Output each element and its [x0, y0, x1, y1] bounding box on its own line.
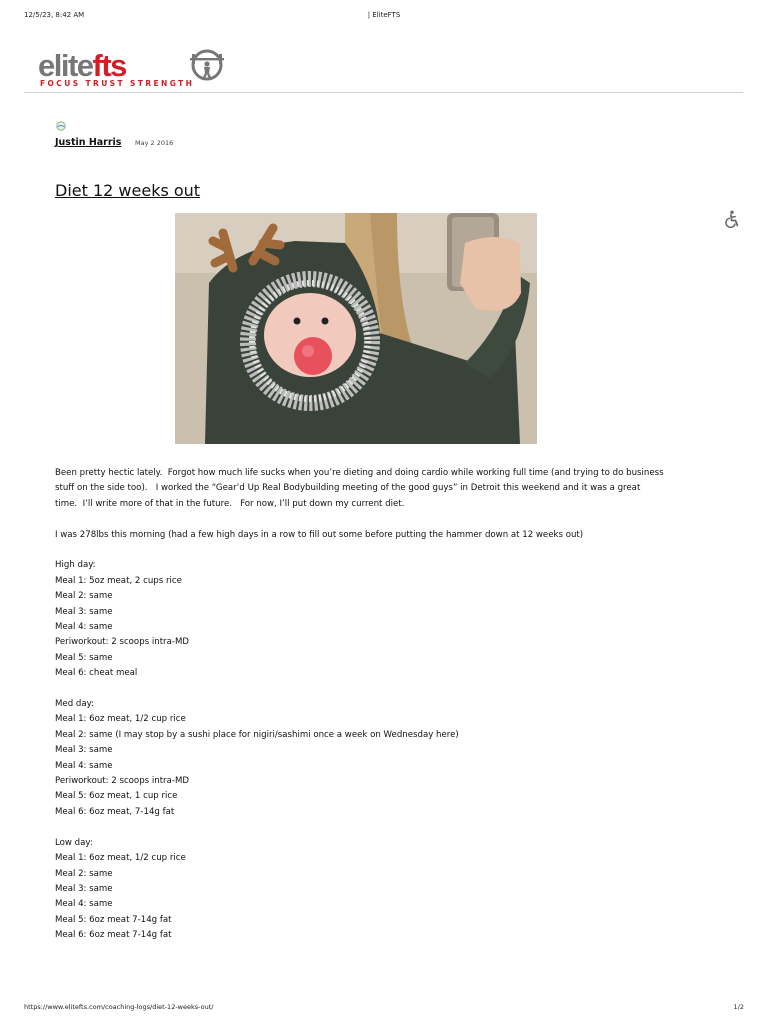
- meal-line: Meal 3: same: [55, 606, 113, 617]
- meal-line: Meal 3: same: [55, 883, 113, 894]
- meal-line: Meal 5: 6oz meat, 1 cup rice: [55, 791, 178, 802]
- meal-plan: [55, 558, 665, 943]
- meal-line: Meal 5: 6oz meat 7-14g fat: [55, 914, 172, 925]
- meal-day-group: [55, 558, 665, 681]
- meal-line: Meal 1: 6oz meat, 1/2 cup rice: [55, 853, 186, 864]
- post-body: [55, 466, 665, 959]
- meal-line: Meal 1: 5oz meat, 2 cups rice: [55, 575, 182, 586]
- reindeer-sweater-mirror-selfie: [175, 213, 537, 444]
- meal-line: Meal 1: 6oz meat, 1/2 cup rice: [55, 714, 186, 725]
- meal-line: Meal 4: same: [55, 899, 113, 910]
- logo-tagline: FOCUS TRUST STRENGTH: [40, 79, 195, 88]
- author-link[interactable]: Justin Harris: [55, 137, 122, 148]
- meal-line: Meal 4: same: [55, 622, 113, 633]
- meal-line: Meal 6: cheat meal: [55, 668, 138, 679]
- meal-day-heading: Low day:: [55, 837, 93, 848]
- meal-line: Meal 2: same (I may stop by a sushi place for nigiri/sashimi once a week on Wednesday here): [55, 729, 459, 740]
- barbell-lifter-icon: [187, 49, 227, 83]
- elitefts-logo[interactable]: [38, 48, 238, 90]
- author-avatar-icon: [56, 121, 66, 131]
- meal-line: Meal 3: same: [55, 745, 113, 756]
- post-intro-paragraph: Been pretty hectic lately. Forgot how much life sucks when you’re dieting and doing cardio while working full time (and trying to do business stuff on the side too). I worked the “Gear’d Up Real Bodybuilding meeting of the good guys” in Detroit this weekend and it was a great time. I’ll write more of that in the future. For now, I’ll put down my current diet.: [55, 468, 667, 509]
- meal-day-group: [55, 697, 665, 820]
- print-page-number: 1/2: [733, 1003, 744, 1011]
- meal-line: Meal 2: same: [55, 591, 113, 602]
- meal-day-heading: Med day:: [55, 699, 94, 710]
- meal-line: Meal 4: same: [55, 760, 113, 771]
- weight-note-paragraph: I was 278lbs this morning (had a few high days in a row to fill out some before putting the hammer down at 12 weeks out): [55, 529, 584, 540]
- print-header: [0, 11, 768, 23]
- meal-line: Meal 6: 6oz meat 7-14g fat: [55, 930, 172, 941]
- logo-wordmark: elitefts: [38, 48, 126, 83]
- print-page-title: | EliteFTS: [367, 11, 401, 19]
- meal-line: Meal 6: 6oz meat, 7-14g fat: [55, 806, 175, 817]
- post-date: May 2 2016: [135, 139, 174, 147]
- meal-day-heading: High day:: [55, 560, 96, 571]
- post-photo: [175, 213, 537, 444]
- meal-line: Periworkout: 2 scoops intra-MD: [55, 776, 189, 787]
- print-url: https://www.elitefts.com/coaching-logs/diet-12-weeks-out/: [24, 1003, 214, 1011]
- meal-line: Periworkout: 2 scoops intra-MD: [55, 637, 189, 648]
- post-title[interactable]: Diet 12 weeks out: [55, 181, 201, 200]
- print-footer: [0, 1003, 768, 1013]
- header-divider: [24, 92, 743, 93]
- meal-day-group: [55, 836, 665, 944]
- meal-line: Meal 2: same: [55, 868, 113, 879]
- accessibility-icon[interactable]: [722, 210, 740, 228]
- print-timestamp: 12/5/23, 8:42 AM: [24, 11, 85, 19]
- meal-line: Meal 5: same: [55, 652, 113, 663]
